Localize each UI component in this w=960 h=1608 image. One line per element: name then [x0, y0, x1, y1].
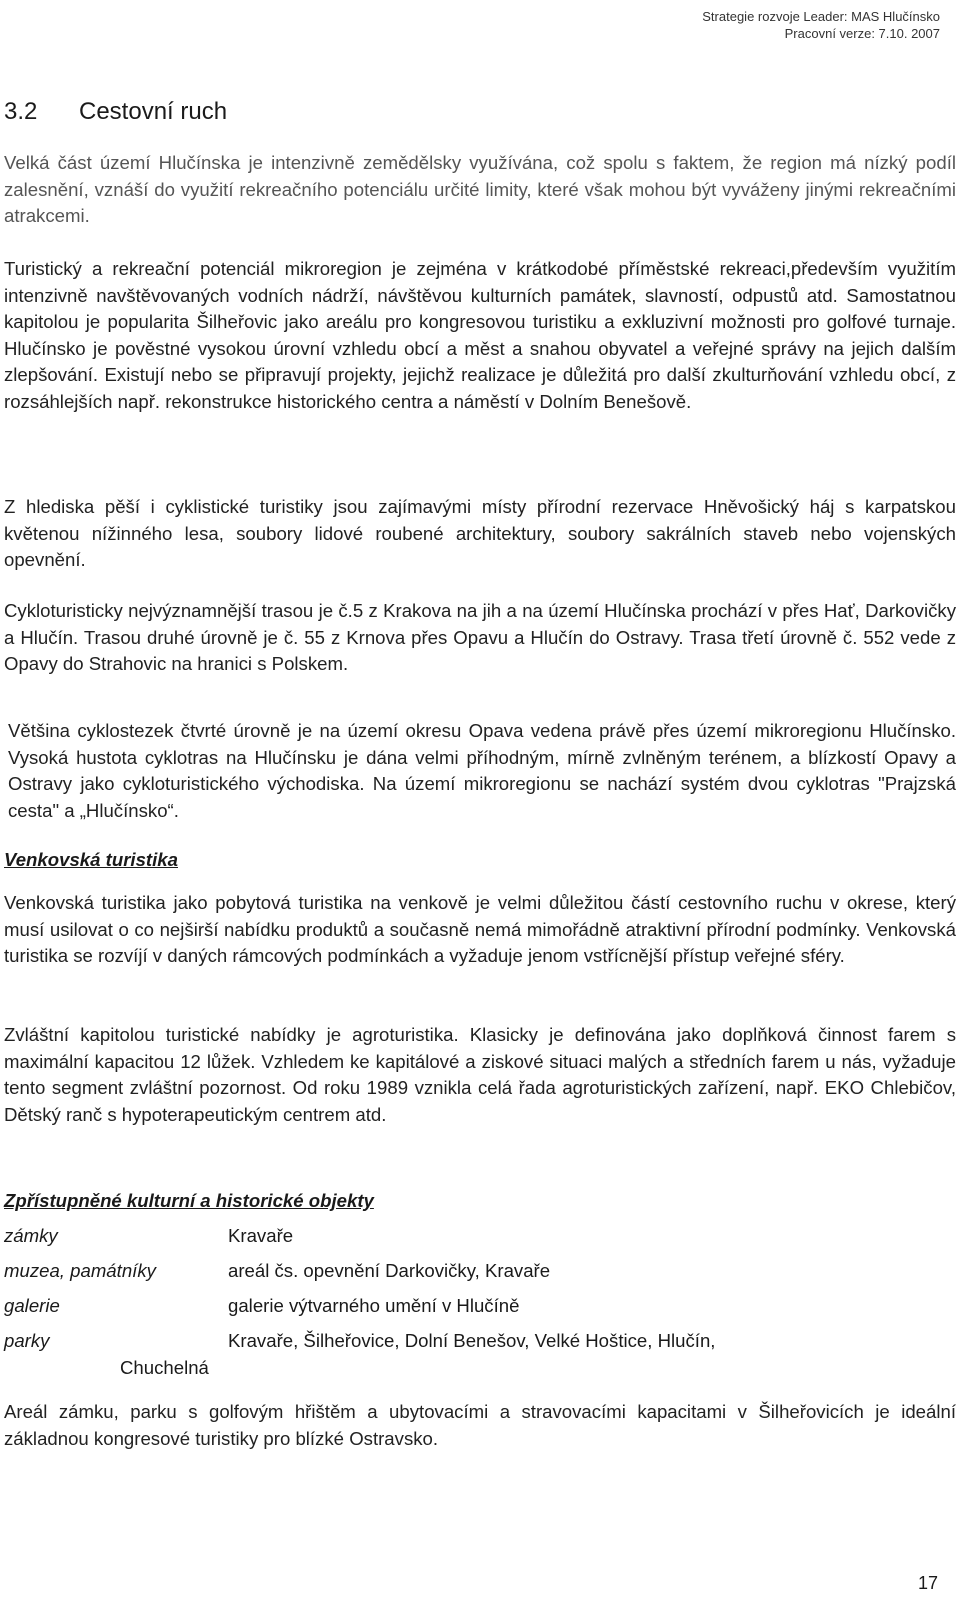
paragraph-intro: Velká část území Hlučínska je intenzivně zemědělsky využívána, což spolu s faktem, že region má nízký podíl zalesnění, vznáší do využití rekreačního potenciálu určité limity, které však mohou být vyváženy jinými rekreačními atrakcemi.	[4, 152, 956, 226]
heading-cultural-objects: Zpřístupněné kulturní a historické objekty	[4, 1190, 374, 1211]
section-title: Cestovní ruch	[79, 98, 228, 125]
header-title: Strategie rozvoje Leader: MAS Hlučínsko	[702, 9, 940, 24]
section-heading	[4, 98, 227, 126]
paragraph-agrotourism: Zvláštní kapitolou turistické nabídky je agroturistika. Klasicky je definována jako doplňková činnost farem s maximální kapacitou 12 lůžek. Vzhledem ke kapitálové a ziskové situaci malých a středních farem u nás, vyžaduje tento segment zvláštní pozornost. Od roku 1989 vznikla celá řada agroturistických zařízení, např. EKO Chlebičov, Dětský ranč s hypoterapeutickým centrem atd.	[4, 1024, 956, 1125]
object-category: galerie	[4, 1295, 60, 1316]
paragraph-potential: Turistický a rekreační potenciál mikroregion je zejména v krátkodobé příměstské rekreaci,především využitím intenzivně navštěvovaných vodních nádrží, návštěvou kulturních památek, slavností, odpustů atd. Samostatnou kapitolou je popularita Šilheřovic jako areálu pro kongresovou turistiku a exkluzivní možnosti pro golfové turnaje. Hlučínsko je pověstné vysokou úrovní vzhledu obcí a měst a snahou obyvatel a veřejné správy na jejich dalším zlepšování. Existují nebo se připravují projekty, jejichž realizace je důležitá pro další zkulturňování vzhledu obcí, z rozsáhlejších např. rekonstrukce historického centra a náměstí v Dolním Benešově.	[4, 258, 956, 412]
object-category: muzea, památníky	[4, 1260, 156, 1281]
object-category: parky	[4, 1330, 50, 1351]
page-number: 17	[917, 1573, 938, 1593]
heading-rural-tourism: Venkovská turistika	[4, 849, 178, 870]
paragraph-closing: Areál zámku, parku s golfovým hřištěm a ubytovacími a stravovacími kapacitami v Šilheřovicích je ideální základnou kongresové turistiky pro blízké Ostravsko.	[4, 1401, 956, 1449]
object-places: galerie výtvarného umění v Hlučíně	[228, 1295, 520, 1316]
paragraph-hiking: Z hlediska pěší i cyklistické turistiky jsou zajímavými místy přírodní rezervace Hněvošický háj s karpatskou květenou nížinného lesa, soubory lidové roubené architektury, soubory sakrálních staveb nebo vojenských opevnění.	[4, 496, 956, 570]
object-places: Kravaře	[228, 1225, 294, 1246]
paragraph-cycling: Cykloturisticky nejvýznamnější trasou je č.5 z Krakova na jih a na území Hlučínska prochází v přes Hať, Darkovičky a Hlučín. Trasou druhé úrovně je č. 55 z Krnova přes Opavu a Hlučín do Ostravy. Trasa třetí úrovně č. 552 vede z Opavy do Strahovic na hranici s Polskem.	[4, 600, 956, 674]
paragraph-rural: Venkovská turistika jako pobytová turistika na venkově je velmi důležitou částí cestovního ruchu v okrese, který musí usilovat o co nejširší nabídku produktů a současně nemá mimořádně atraktivní přírodní podmínky. Venkovská turistika se rozvíjí v daných rámcových podmínkách a vyžaduje jenom vstřícnější přístup veřejné sféry.	[4, 892, 956, 966]
object-places-continued: Chuchelná	[120, 1356, 209, 1378]
page-header	[702, 8, 940, 42]
header-version: Pracovní verze: 7.10. 2007	[784, 26, 940, 41]
object-category: zámky	[4, 1225, 58, 1246]
paragraph-cycling-network: Většina cyklostezek čtvrté úrovně je na území okresu Opava vedena právě přes území mikroregionu Hlučínsko. Vysoká hustota cyklotras na Hlučínsku je dána velmi příhodným, mírně zvlněným terénem, a blízkostí Opavy a Ostravy jako cykloturistického východiska. Na území mikroregionu se nachází systém dvou cyklotras "Prajzská cesta" a „Hlučínsko“.	[8, 720, 956, 821]
object-places: Kravaře, Šilheřovice, Dolní Benešov, Velké Hoštice, Hlučín,	[228, 1330, 716, 1351]
object-places: areál čs. opevnění Darkovičky, Kravaře	[228, 1260, 551, 1281]
section-number: 3.2	[4, 98, 38, 125]
